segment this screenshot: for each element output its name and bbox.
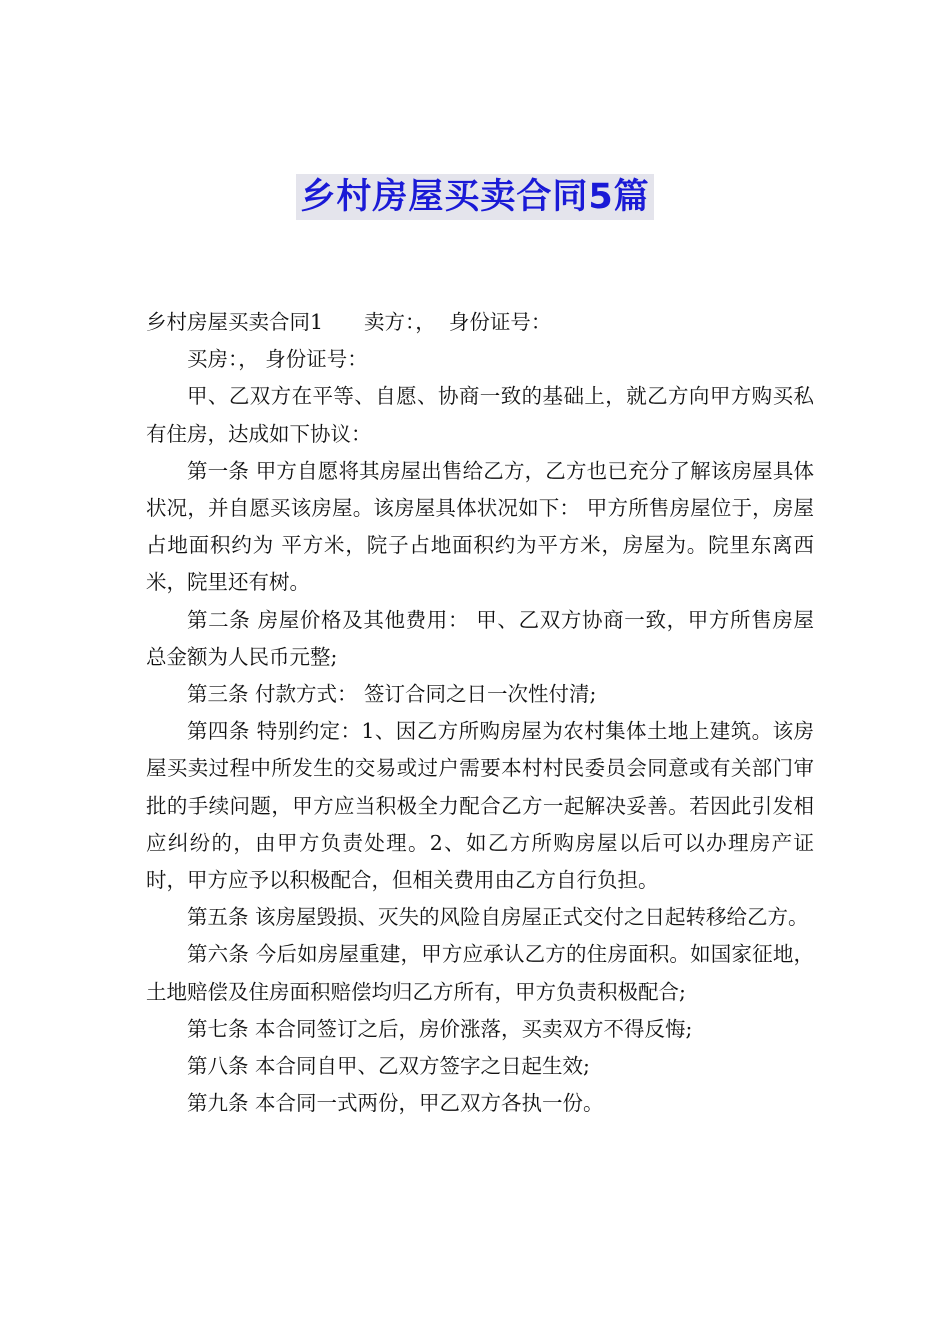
- paragraph-preamble: 甲、乙双方在平等、自愿、协商一致的基础上，就乙方向甲方购买私有住房，达成如下协议：: [146, 384, 814, 446]
- paragraph-article-9: 第九条 本合同一式两份，甲乙双方各执一份。: [187, 1091, 604, 1116]
- paragraph-article-8: 第八条 本合同自甲、乙双方签字之日起生效;: [187, 1054, 590, 1079]
- paragraph-article-5: 第五条 该房屋毁损、灭失的风险自房屋正式交付之日起转移给乙方。: [187, 905, 809, 930]
- paragraph-article-4: 第四条 特别约定：1、因乙方所购房屋为农村集体土地上建筑。该房屋买卖过程中所发生的交易或过户需要本村村民委员会同意或有关部门审批的手续问题，甲方应当积极全力配合乙方一起解决妥善。若因此引发相应纠纷的，由甲方负责处理。2、如乙方所购房屋以后可以办理房产证时，甲方应予以积极配合，但相关费用由乙方自行负担。: [146, 719, 814, 893]
- document-body: [146, 304, 814, 1122]
- paragraph-article-6: 第六条 今后如房屋重建，甲方应承认乙方的住房面积。如国家征地，土地赔偿及住房面积赔偿均归乙方所有，甲方负责积极配合;: [146, 942, 814, 1004]
- paragraph-article-3: 第三条 付款方式： 签订合同之日一次性付清;: [187, 682, 597, 707]
- paragraph-heading-line: 乡村房屋买卖合同1 卖方：， 身份证号：: [146, 310, 552, 334]
- document-title: 乡村房屋买卖合同5篇: [296, 174, 653, 220]
- title-container: [0, 174, 950, 220]
- paragraph-article-2: 第二条 房屋价格及其他费用： 甲、乙双方协商一致，甲方所售房屋总金额为人民币元整;: [146, 607, 814, 669]
- paragraph-article-7: 第七条 本合同签订之后，房价涨落，买卖双方不得反悔;: [187, 1016, 693, 1041]
- paragraph-buyer: 买房：， 身份证号：: [187, 347, 368, 372]
- paragraph-article-1: 第一条 甲方自愿将其房屋出售给乙方，乙方也已充分了解该房屋具体状况，并自愿买该房屋。该房屋具体状况如下： 甲方所售房屋位于，房屋占地面积约为 平方米，院子占地面积约为平方米，房屋为。院里东离西米，院里还有树。: [146, 458, 814, 595]
